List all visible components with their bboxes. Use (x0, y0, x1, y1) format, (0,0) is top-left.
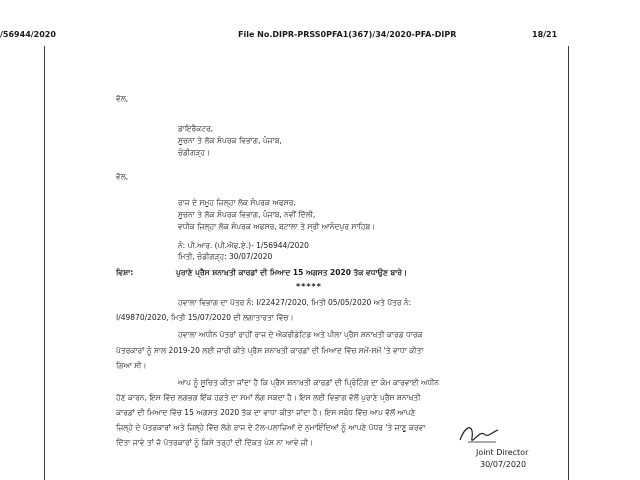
addressee-1-line-3: ਚੰਡੀਗੜ੍ਹ। (178, 148, 210, 157)
page-border-left (44, 46, 45, 480)
header-file-number: File No.DIPR-PRSS0PFA1(367)/34/2020-PFA-DIPR (238, 30, 457, 39)
subject-text: ਪੁਰਾਣੇ ਪ੍ਰੈਸ ਸ਼ਨਾਖ਼ਤੀ ਕਾਰਡਾਂ ਦੀ ਮਿਆਦ 15 ਅਗਸਤ 2020 ਤੱਕ ਵਧਾਉਣ ਬਾਰੇ। (176, 268, 408, 277)
para-2-line-3: ਗਿਆ ਸੀ। (116, 361, 147, 370)
para-3-line-5: ਦਿੱਤਾ ਜਾਵੇ ਤਾਂ ਜੋ ਪੱਤਰਕਾਰਾਂ ਨੂੰ ਕਿਸੇ ਤਰ੍ਹਾਂ ਦੀ ਦਿੱਕਤ ਪੇਸ਼ ਨਾ ਆਵੇ ਜੀ। (116, 438, 314, 447)
separator-stars: ***** (296, 282, 322, 291)
signature-title: Joint Director (476, 448, 529, 457)
para-3-line-2: ਹੋਣ ਕਾਰਨ, ਇਸ ਵਿੱਚ ਲਗਭਗ ਇੱਕ ਹਫ਼ਤੇ ਦਾ ਸਮਾਂ ਲੱਗ ਸਕਦਾ ਹੈ। ਇਸ ਲਈ ਵਿਭਾਗ ਵੱਲੋਂ ਪੁਰਾਣੇ ਪ੍ਰੈਸ ਸ਼ਨਾਖ਼ਤੀ (116, 393, 421, 402)
subject-label: ਵਿਸ਼ਾ: (116, 268, 134, 277)
para-1-line-1: ਹਵਾਲਾ ਵਿਭਾਗ ਦਾ ਪੱਤਰ ਨੰ: I/22427/2020, ਮਿਤੀ 05/05/2020 ਅਤੇ ਪੱਤਰ ਨੰ: (178, 298, 412, 307)
header-ref: /56944/2020 (0, 30, 56, 39)
para-3-line-1: ਆਪ ਨੂੰ ਸੂਚਿਤ ਕੀਤਾ ਜਾਂਦਾ ਹੈ ਕਿ ਪ੍ਰੈਸ ਸ਼ਨਾਖ਼ਤੀ ਕਾਰਡਾਂ ਦੀ ਪ੍ਰਿੰਟਿੰਗ ਦਾ ਕੰਮ ਕਾਰਵਾਈ ਅਧੀਨ (178, 378, 440, 387)
signature-scribble-icon (456, 420, 502, 448)
memo-date: ਮਿਤੀ, ਚੰਡੀਗੜ੍ਹ: 30/07/2020 (178, 252, 273, 261)
addressee-2-line-2: ਸੂਚਨਾ ਤੇ ਲੋਕ ਸੰਪਰਕ ਵਿਭਾਗ, ਪੰਜਾਬ, ਨਵੀਂ ਦਿੱਲੀ, (178, 210, 316, 219)
para-3-line-3: ਕਾਰਡਾਂ ਦੀ ਮਿਆਦ ਵਿੱਚ 15 ਅਗਸਤ 2020 ਤੱਕ ਦਾ ਵਾਧਾ ਕੀਤਾ ਜਾਂਦਾ ਹੈ। ਇਸ ਸਬੰਧ ਵਿੱਚ ਆਪ ਵੱਲੋਂ ਆਪਣੇ (116, 408, 416, 417)
signature-date: 30/07/2020 (480, 460, 527, 469)
addressee-2-line-3: ਵਧੀਕ ਜ਼ਿਲ੍ਹਾ ਲੋਕ ਸੰਪਰਕ ਅਫਸਰ, ਬਟਾਲਾ ਤੇ ਸ੍ਰੀ ਆਨੰਦਪੁਰ ਸਾਹਿਬ। (178, 222, 376, 231)
to-label-2: ਵੱਲ, (116, 172, 129, 181)
para-3-line-4: ਜ਼ਿਲ੍ਹੇ ਦੇ ਪੱਤਰਕਾਰਾਂ ਅਤੇ ਜ਼ਿਲ੍ਹੇ ਵਿੱਚ ਲੱਗੇ ਰਾਜ ਦੇ ਟੋਲ-ਪਲਾਜ਼ਿਆਂ ਦੇ ਨੁਮਾਇੰਦਿਆਂ ਨੂੰ ਆਪਣੇ ਪੱਧਰ 'ਤੇ ਜਾਣੂ ਕਰਵਾ (116, 423, 426, 432)
para-2-line-2: ਪੱਤਰਕਾਰਾਂ ਨੂੰ ਸਾਲ 2019-20 ਲਈ ਜਾਰੀ ਕੀਤੇ ਪ੍ਰੈਸ ਸ਼ਨਾਖ਼ਤੀ ਕਾਰਡਾਂ ਦੀ ਮਿਆਦ ਵਿੱਚ ਸਮੇਂ-ਸਮੇਂ 'ਤੇ ਵਾਧਾ ਕੀਤਾ (116, 346, 424, 355)
addressee-1-line-1: ਡਾਇਰੈਕਟਰ, (178, 124, 214, 133)
addressee-1-line-2: ਸੂਚਨਾ ਤੇ ਲੋਕ ਸੰਪਰਕ ਵਿਭਾਗ, ਪੰਜਾਬ, (178, 136, 282, 145)
header-page-number: 18/21 (532, 30, 558, 39)
to-label-1: ਵੱਲ, (116, 94, 129, 103)
page-border-right (568, 46, 569, 480)
para-2-line-1: ਹਵਾਲਾ ਅਧੀਨ ਪੱਤਰਾਂ ਰਾਹੀਂ ਰਾਜ ਦੇ ਐਕਰੀਡੇਟਿਡ ਅਤੇ ਪੀਲਾ ਪ੍ਰੈਸ ਸ਼ਨਾਖ਼ਤੀ ਕਾਰਡ ਧਾਰਕ (178, 330, 423, 339)
addressee-2-line-1: ਰਾਜ ਦੇ ਸਮੂਹ ਜ਼ਿਲ੍ਹਾ ਲੋਕ ਸੰਪਰਕ ਅਫਸਰ, (178, 198, 296, 207)
para-1-line-2: I/49870/2020, ਮਿਤੀ 15/07/2020 ਦੀ ਲਗਾਤਾਰਤਾ ਵਿੱਚ। (116, 313, 294, 322)
memo-number: ਨੰ: ਪੀ.ਆਰ. (ਪੀ.ਐਫ.ਏ.)- 1/56944/2020 (178, 241, 309, 250)
